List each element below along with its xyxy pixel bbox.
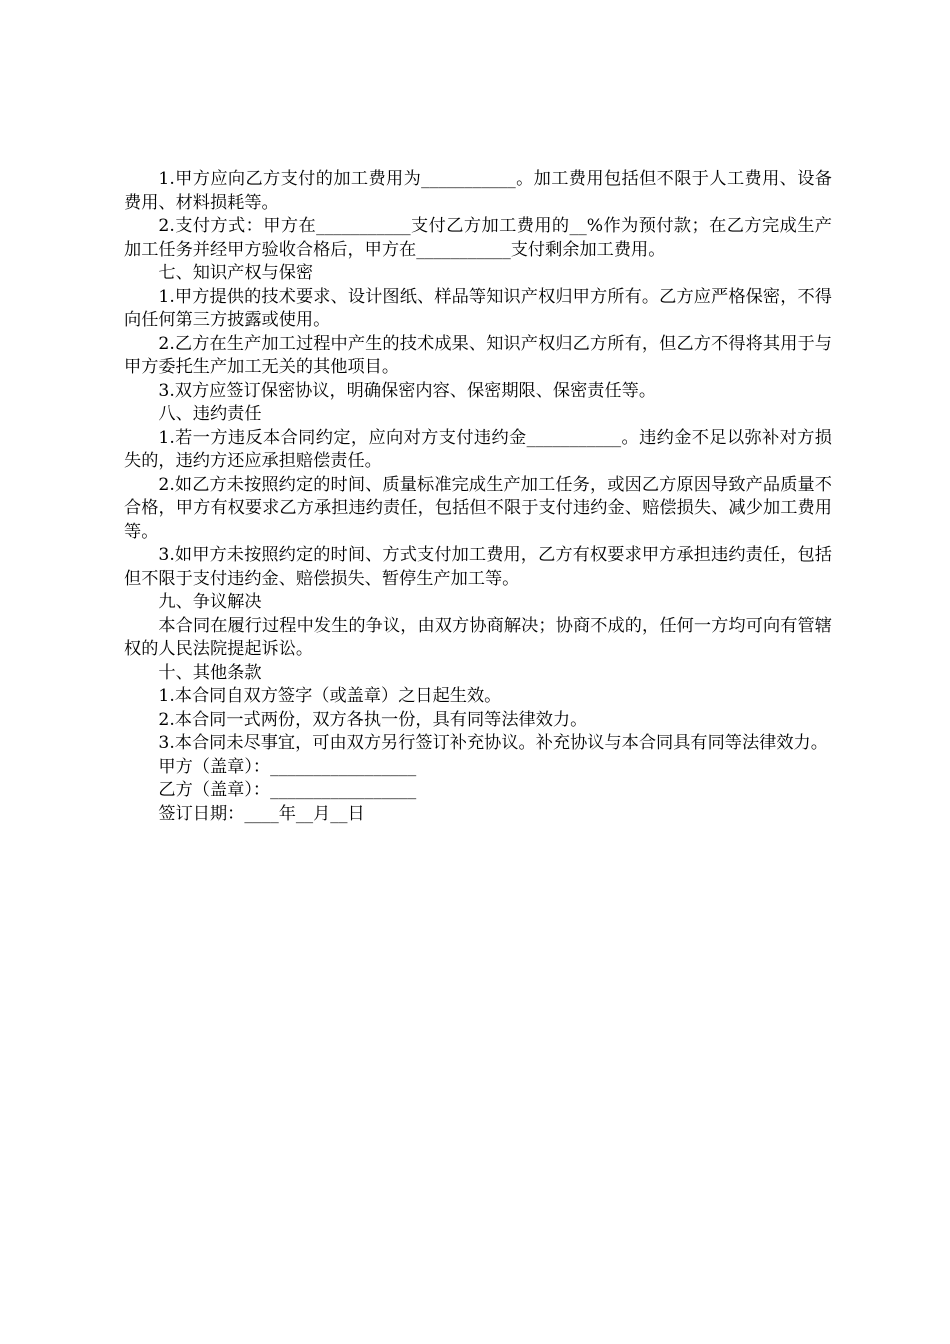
other-clause-3: 3.本合同未尽事宜，可由双方另行签订补充协议。补充协议与本合同具有同等法律效力。 xyxy=(158,733,828,753)
ip-clause-2: 2.乙方在生产加工过程中产生的技术成果、知识产权归乙方所有，但乙方不得将其用于与甲方委托生产加工无关的其他项目。 xyxy=(124,333,832,377)
party-b-signature-line: 乙方（盖章）：_________________ xyxy=(158,780,417,800)
section-heading-other: 十、其他条款 xyxy=(158,662,262,683)
party-a-signature-line: 甲方（盖章）：_________________ xyxy=(158,756,417,777)
liability-clause-1: 1.若一方违反本合同约定，应向对方支付违约金___________。违约金不足以弥补对方损失的，违约方还应承担赔偿责任。 xyxy=(124,427,832,471)
liability-clause-2: 2.如乙方未按照约定的时间、质量标准完成生产加工任务，或因乙方原因导致产品质量不合格，甲方有权要求乙方承担违约责任，包括但不限于支付违约金、赔偿损失、减少加工费用等。 xyxy=(124,474,832,542)
contract-body xyxy=(124,168,832,826)
payment-amount-clause: 1.甲方应向乙方支付的加工费用为___________。加工费用包括但不限于人工费用、设备费用、材料损耗等。 xyxy=(124,169,832,213)
signing-date-line: 签订日期：____年__月__日 xyxy=(158,803,365,824)
ip-clause-1: 1.甲方提供的技术要求、设计图纸、样品等知识产权归甲方所有。乙方应严格保密，不得向任何第三方披露或使用。 xyxy=(124,286,832,330)
dispute-clause: 本合同在履行过程中发生的争议，由双方协商解决；协商不成的，任何一方均可向有管辖权的人民法院提起诉讼。 xyxy=(124,615,832,659)
section-heading-dispute: 九、争议解决 xyxy=(158,592,262,612)
liability-clause-3: 3.如甲方未按照约定的时间、方式支付加工费用，乙方有权要求甲方承担违约责任，包括但不限于支付违约金、赔偿损失、暂停生产加工等。 xyxy=(124,545,832,589)
section-heading-ip: 七、知识产权与保密 xyxy=(158,263,314,283)
other-clause-1: 1.本合同自双方签字（或盖章）之日起生效。 xyxy=(158,686,502,706)
ip-clause-3: 3.双方应签订保密协议，明确保密内容、保密期限、保密责任等。 xyxy=(158,380,657,401)
section-heading-liability: 八、违约责任 xyxy=(158,404,262,424)
other-clause-2: 2.本合同一式两份，双方各执一份，具有同等法律效力。 xyxy=(158,709,588,730)
payment-method-clause: 2.支付方式：甲方在___________支付乙方加工费用的__%作为预付款；在乙方完成生产加工任务并经甲方验收合格后，甲方在___________支付剩余加工费用。 xyxy=(124,216,832,260)
